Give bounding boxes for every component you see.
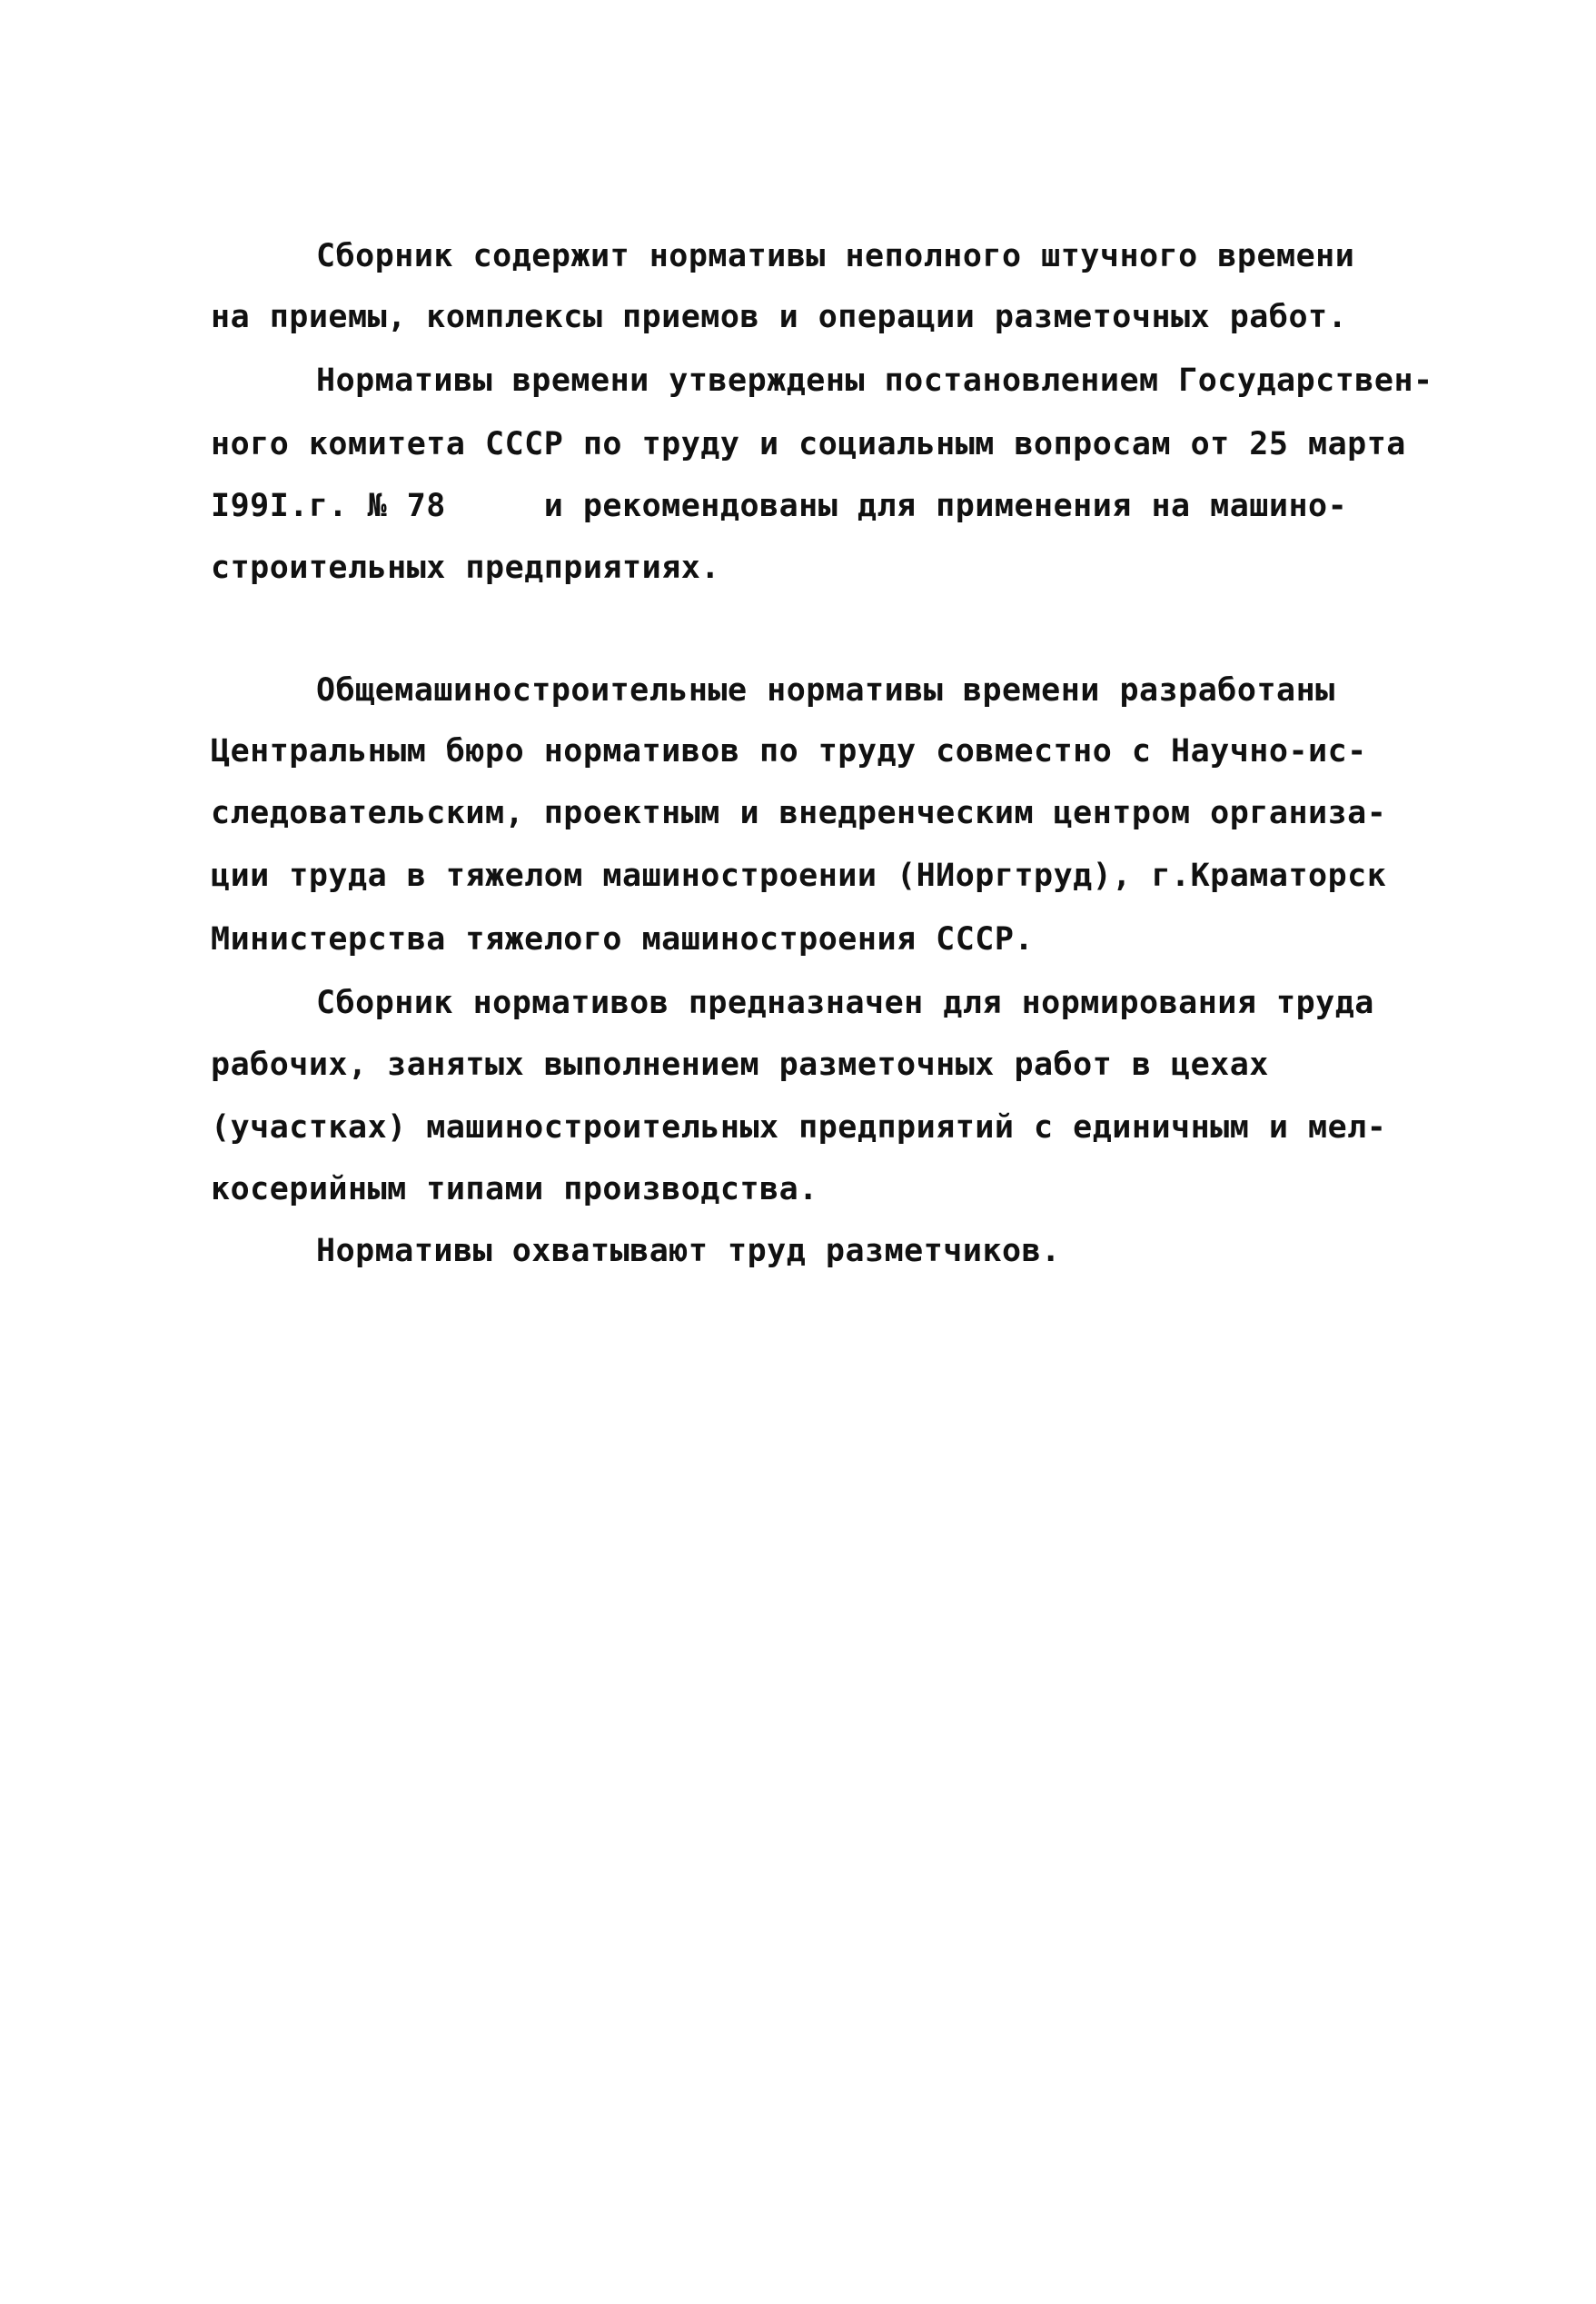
paragraph-line: Нормативы времени утверждены постановлением Государствен-	[316, 362, 1433, 399]
paragraph-line: ции труда в тяжелом машиностроении (НИоргтруд), г.Краматорск	[211, 858, 1387, 894]
paragraph-line: косерийным типами производства.	[211, 1171, 818, 1207]
paragraph-line: Сборник содержит нормативы неполного штучного времени	[316, 238, 1355, 274]
paragraph-line: Центральным бюро нормативов по труду совместно с Научно-ис-	[211, 733, 1367, 770]
paragraph-line: строительных предприятиях.	[211, 550, 720, 586]
paragraph-line: Сборник нормативов предназначен для нормирования труда	[316, 985, 1374, 1021]
paragraph-line: I99I.г. № 78 и рекомендованы для применения на машино-	[211, 488, 1348, 524]
paragraph-line: рабочих, занятых выполнением разметочных работ в цехах	[211, 1047, 1269, 1083]
paragraph-line: ного комитета СССР по труду и социальным вопросам от 25 марта	[211, 426, 1406, 462]
paragraph-line: на приемы, комплексы приемов и операции разметочных работ.	[211, 299, 1348, 335]
paragraph-line: (участках) машиностроительных предприятий с единичным и мел-	[211, 1109, 1387, 1146]
paragraph-line: Общемашиностроительные нормативы времени разработаны	[316, 672, 1335, 709]
paragraph-line: следовательским, проектным и внедренческим центром организа-	[211, 795, 1387, 831]
paragraph-line: Министерства тяжелого машиностроения СССР.	[211, 921, 1035, 958]
paragraph-line: Нормативы охватывают труд разметчиков.	[316, 1233, 1061, 1269]
